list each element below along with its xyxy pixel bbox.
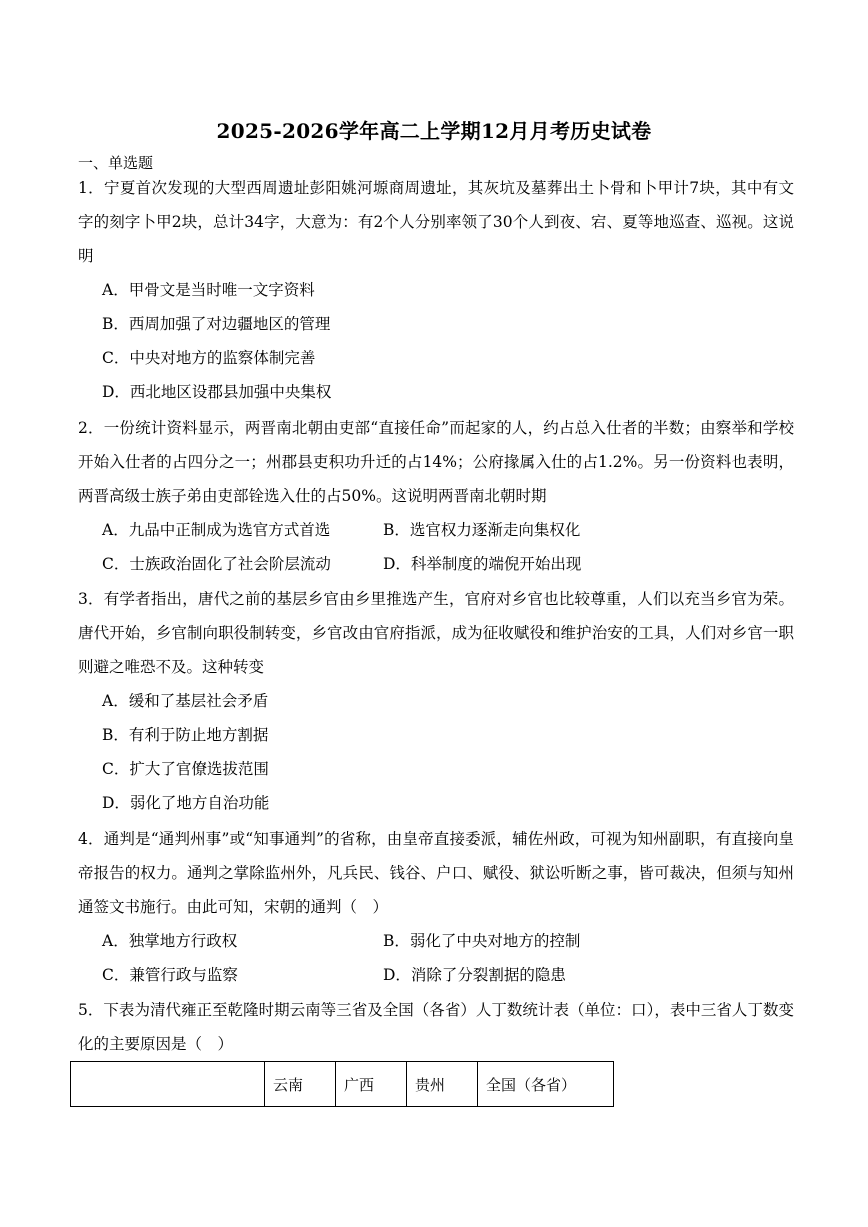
table-header-cell: 广西 xyxy=(336,1062,407,1107)
table-header-cell xyxy=(71,1062,265,1107)
table-header-cell: 全国（各省） xyxy=(478,1062,614,1107)
option-c: C．兼管行政与监察 xyxy=(102,966,238,984)
question-5 xyxy=(78,993,794,1061)
page-title: 2025-2026学年高二上学期12月月考历史试卷 xyxy=(216,119,652,143)
question-stem: 1．宁夏首次发现的大型西周遗址彭阳姚河塬商周遗址，其灰坑及墓葬出土卜骨和卜甲计7块，其中有文字的刻字卜甲2块，总计34字，大意为：有2个人分别率领了30个人到夜、宕、夏等地巡查、巡视。这说明 xyxy=(78,179,794,265)
question-stem: 4．通判是“通判州事”或“知事通判”的省称，由皇帝直接委派，辅佐州政，可视为知州副职，有直接向皇帝报告的权力。通判之掌除监州外，凡兵民、钱谷、户口、赋役、狱讼听断之事，皆可裁决，但须与知州通签文书施行。由此可知，宋朝的通判（ ） xyxy=(78,830,794,916)
population-table xyxy=(70,1061,614,1107)
option-c: C．士族政治固化了社会阶层流动 xyxy=(102,555,331,573)
option-a: A．九品中正制成为选官方式首选 xyxy=(102,521,331,539)
option-a: A．甲骨文是当时唯一文字资料 xyxy=(102,281,315,299)
option-d: D．科举制度的端倪开始出现 xyxy=(383,555,582,573)
option-a: A．独掌地方行政权 xyxy=(102,932,238,950)
table-header-cell: 贵州 xyxy=(407,1062,478,1107)
question-stem: 5．下表为清代雍正至乾隆时期云南等三省及全国（各省）人丁数统计表（单位：口），表中三省人丁数变化的主要原因是（ ） xyxy=(78,1001,794,1053)
question-1 xyxy=(78,171,794,409)
option-c: C．中央对地方的监察体制完善 xyxy=(102,349,316,367)
section-label: 一、单选题 xyxy=(78,154,154,172)
option-b: B．选官权力逐渐走向集权化 xyxy=(383,521,581,539)
question-stem: 2．一份统计资料显示，两晋南北朝由吏部“直接任命”而起家的人，约占总入仕者的半数；由察举和学校开始入仕者的占四分之一；州郡县吏积功升迁的占14%；公府掾属入仕的占1.2%。另一份资料也表明，两晋高级士族子弟由吏部铨选入仕的占50%。这说明两晋南北朝时期 xyxy=(78,419,794,505)
question-4 xyxy=(78,822,794,992)
question-stem: 3．有学者指出，唐代之前的基层乡官由乡里推选产生，官府对乡官也比较尊重，人们以充当乡官为荣。唐代开始，乡官制向职役制转变，乡官改由官府指派，成为征收赋役和维护治安的工具，人们对乡官一职则避之唯恐不及。这种转变 xyxy=(78,590,794,676)
option-c: C．扩大了官僚选拔范围 xyxy=(102,760,269,778)
table-header-cell: 云南 xyxy=(265,1062,336,1107)
option-d: D．消除了分裂割据的隐患 xyxy=(383,966,566,984)
option-d: D．西北地区设郡县加强中央集权 xyxy=(102,383,332,401)
option-b: B．西周加强了对边疆地区的管理 xyxy=(102,315,331,333)
question-3 xyxy=(78,582,794,820)
option-d: D．弱化了地方自治功能 xyxy=(102,794,270,812)
option-a: A．缓和了基层社会矛盾 xyxy=(102,692,269,710)
option-b: B．弱化了中央对地方的控制 xyxy=(383,932,581,950)
table-header-row xyxy=(71,1062,614,1107)
option-b: B．有利于防止地方割据 xyxy=(102,726,269,744)
question-2 xyxy=(78,411,794,581)
